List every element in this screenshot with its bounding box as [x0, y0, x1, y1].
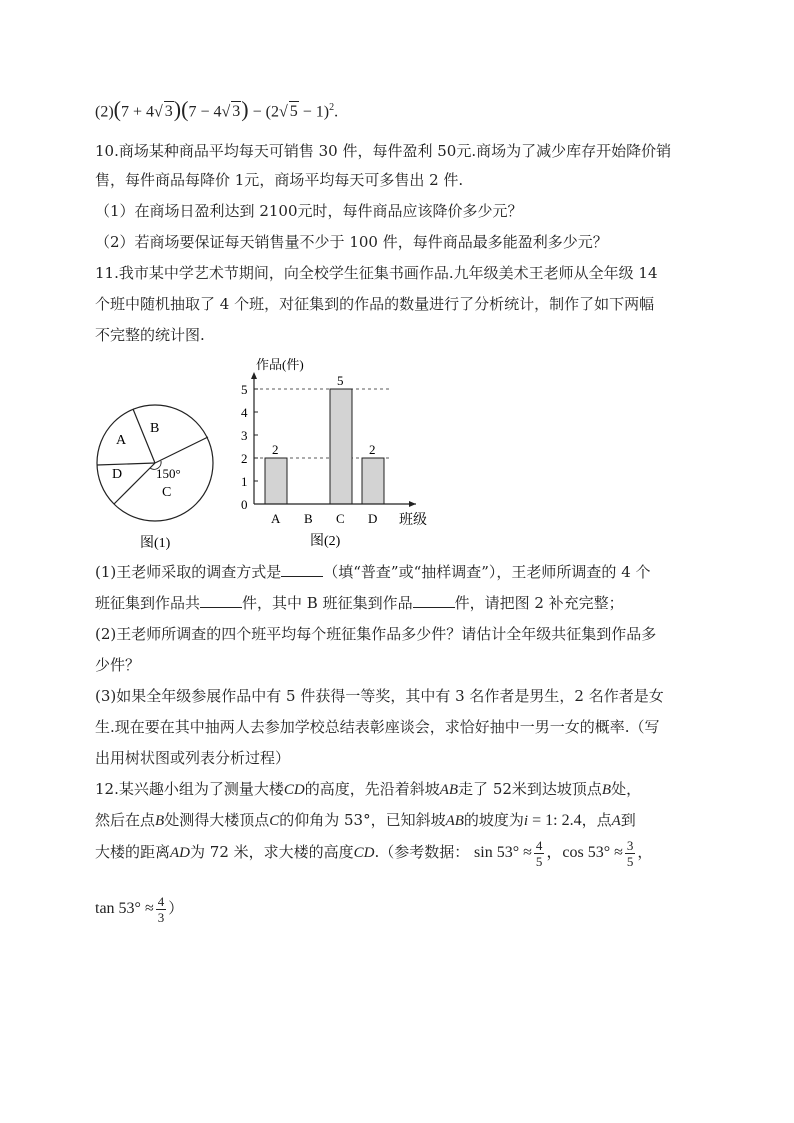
tan-fraction: $\frac{4}{3}$ [157, 893, 165, 925]
bar-chart-caption: 图(2) [310, 534, 341, 549]
q11-part-1-line-2: 班征集到作品共 件，其中 B 班征集到作品 件，请把图 2 补充完整； [95, 594, 624, 612]
y-tick-label-3: 3 [241, 428, 248, 443]
q11-line-2: 个班中随机抽取了 4 个班，对征集到的作品的数量进行了分析统计，制作了如下两幅 [95, 295, 655, 313]
x-axis-arrow [409, 501, 416, 507]
pie-label-b: B [150, 421, 160, 436]
pie-label-a: A [116, 433, 127, 448]
x-tick-label-a: A [271, 511, 281, 526]
bar-value-label-c: 5 [337, 373, 344, 388]
q9-expression: (2)(7 + 4√ 3)(7 − 4√ 3) − (2√ 5 − 1)$^2$. [95, 96, 339, 122]
q11-line-3: 不完整的统计图. [95, 326, 205, 344]
cos-fraction: $\frac{3}{5}$ [626, 837, 634, 869]
bar-chart-ylabel: 作品(件) [256, 357, 304, 372]
y-tick-label-5: 5 [241, 382, 248, 397]
q11-part-3-line-1: (3)如果全年级参展作品中有 5 件获得一等奖，其中有 3 名作者是男生，2 名作者是女 [95, 687, 664, 705]
q12-line-3: 大楼的距离AD为 72 米，求大楼的高度CD.（参考数据： sin 53° ≈ $\frac{4}{5}$ ，cos 53° ≈ $\frac{3}{5}$ ， [95, 837, 653, 869]
q12-line-4: tan 53° ≈ $\frac{4}{3}$ ） [95, 893, 184, 925]
answer-blank[interactable] [281, 562, 323, 577]
y-tick-label-2: 2 [241, 451, 248, 466]
bar-d [362, 458, 384, 504]
bar-chart-xlabel: 班级 [399, 513, 427, 528]
q10-sub-2: （2）若商场要保证每天销售量不少于 100 件，每件商品最多能盈利多少元？ [95, 233, 608, 251]
bar-chart [230, 352, 440, 552]
y-tick-label-1: 1 [241, 474, 248, 489]
answer-blank[interactable] [413, 593, 455, 608]
pie-label-c: C [162, 485, 172, 500]
bar-a [265, 458, 287, 504]
q10-sub-1: （1）在商场日盈利达到 2100元时，每件商品应该降价多少元？ [95, 202, 523, 220]
y-tick-label-4: 4 [241, 405, 248, 420]
pie-caption: 图(1) [140, 536, 171, 551]
answer-blank[interactable] [200, 593, 242, 608]
q11-part-2-line-1: (2)王老师所调查的四个班平均每个班征集作品多少件？请估计全年级共征集到作品多 [95, 625, 657, 643]
bar-value-label-d: 2 [369, 442, 376, 457]
q11-part-2-line-2: 少件？ [95, 656, 141, 674]
q11-part-1-line-1: (1)王老师采取的调查方式是 （填“普查”或“抽样调查”），王老师所调查的 4 个 [95, 563, 651, 581]
q11-line-1: 11.我市某中学艺术节期间，向全校学生征集书画作品.九年级美术王老师从全年级 14 [95, 264, 658, 282]
q10-line-2: 售，每件商品每降价 1元，商场平均每天可多售出 2 件. [95, 171, 464, 189]
pie-chart [90, 385, 220, 555]
x-tick-label-b: B [304, 511, 313, 526]
q11-part-3-line-2: 生.现在要在其中抽两人去参加学校总结表彰座谈会，求恰好抽中一男一女的概率.（写 [95, 718, 660, 736]
bar-value-label-a: 2 [272, 442, 279, 457]
y-axis-arrow [251, 372, 257, 379]
pie-angle-label: 150° [156, 466, 181, 481]
q12-line-2: 然后在点B处测得大楼顶点C的仰角为 53°，已知斜坡AB的坡度为i = 1: 2.4，点A到 [95, 811, 636, 829]
bar-c [330, 389, 352, 504]
q10-line-1: 10.商场某种商品平均每天可销售 30 件，每件盈利 50元.商场为了减少库存开始降价销 [95, 142, 672, 160]
q12-line-1: 12.某兴趣小组为了测量大楼CD的高度，先沿着斜坡AB走了 52米到达坡顶点B处， [95, 780, 642, 798]
sin-fraction: $\frac{4}{5}$ [535, 837, 543, 869]
pie-label-d: D [112, 467, 123, 482]
x-tick-label-c: C [336, 511, 345, 526]
x-tick-label-d: D [368, 511, 378, 526]
q11-part-3-line-3: 出用树状图或列表分析过程） [95, 749, 291, 767]
y-tick-label-0: 0 [241, 497, 248, 512]
